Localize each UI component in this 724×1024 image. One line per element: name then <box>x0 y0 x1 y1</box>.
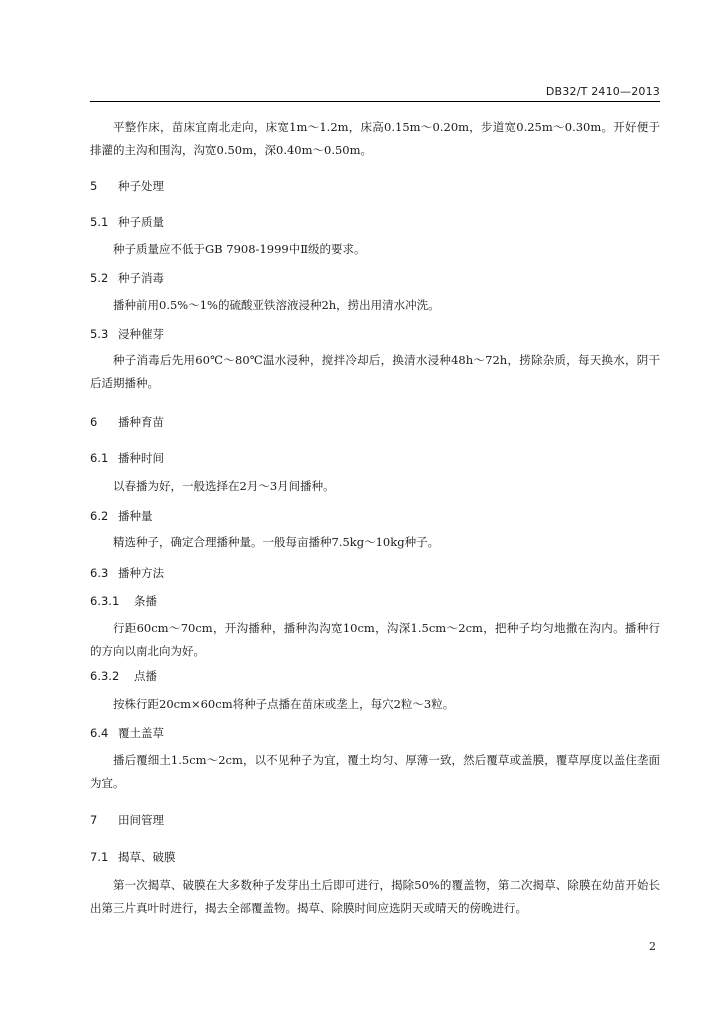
section-number: 6 <box>90 415 98 429</box>
section-title: 种子处理 <box>118 179 164 193</box>
section-5-2-heading <box>90 270 164 286</box>
paragraph-6-2: 精选种子，确定合理播种量。一般每亩播种7.5kg～10kg种子。 <box>113 535 440 549</box>
paragraph-6-4: 播后覆细土1.5cm～2cm，以不见种子为宜，覆土均匀、厚薄一致，然后覆草或盖膜，覆草厚度以盖住垄面为宜。 <box>90 753 660 790</box>
section-title: 条播 <box>134 594 157 608</box>
section-number: 6.4 <box>90 726 109 740</box>
section-number: 5.3 <box>90 327 109 341</box>
paragraph-5-3: 种子消毒后先用60℃～80℃温水浸种，搅拌冷却后，换清水浸种48h～72h，捞除杂质，每天换水，阴干后适期播种。 <box>90 353 660 390</box>
paragraph-bed-preparation: 平整作床，苗床宜南北走向，床宽1m～1.2m，床高0.15m～0.20m，步道宽0.25m～0.30m。开好便于排灌的主沟和围沟，沟宽0.50m，深0.40m～0.50m。 <box>90 120 660 157</box>
section-number: 7 <box>90 813 98 827</box>
section-7-1-heading <box>90 849 176 865</box>
paragraph-5-2: 播种前用0.5%～1%的硫酸亚铁溶液浸种2h，捞出用清水冲洗。 <box>113 298 440 312</box>
document-code: DB32/T 2410—2013 <box>545 85 660 98</box>
section-title: 点播 <box>134 669 157 683</box>
section-5-1-heading <box>90 214 164 230</box>
section-5-heading <box>90 178 164 194</box>
section-number: 6.2 <box>90 509 109 523</box>
section-title: 揭草、破膜 <box>118 850 176 864</box>
section-number: 7.1 <box>90 850 109 864</box>
section-number: 5.1 <box>90 215 109 229</box>
section-6-1-heading <box>90 450 164 466</box>
paragraph-5-1: 种子质量应不低于GB 7908-1999中Ⅱ级的要求。 <box>113 242 366 256</box>
section-title: 播种时间 <box>118 451 164 465</box>
section-7-heading <box>90 812 164 828</box>
section-title: 播种育苗 <box>118 415 164 429</box>
section-title: 田间管理 <box>118 813 164 827</box>
section-title: 种子消毒 <box>118 271 164 285</box>
section-number: 6.3.2 <box>90 669 120 683</box>
section-number: 6.3 <box>90 566 109 580</box>
section-6-heading <box>90 414 164 430</box>
section-title: 浸种催芽 <box>118 327 164 341</box>
section-6-4-heading <box>90 725 164 741</box>
paragraph-7-1: 第一次揭草、破膜在大多数种子发芽出土后即可进行，揭除50%的覆盖物，第二次揭草、除膜在幼苗开始长出第三片真叶时进行，揭去全部覆盖物。揭草、除膜时间应选阴天或晴天的傍晚进行。 <box>90 878 660 915</box>
paragraph-6-1: 以春播为好，一般选择在2月～3月间播种。 <box>113 479 335 493</box>
section-6-3-2-heading <box>90 668 157 684</box>
section-number: 6.1 <box>90 451 109 465</box>
section-title: 播种方法 <box>118 566 164 580</box>
section-6-2-heading <box>90 508 153 524</box>
header-rule <box>90 101 660 102</box>
section-6-3-heading <box>90 565 164 581</box>
section-number: 6.3.1 <box>90 594 120 608</box>
section-title: 种子质量 <box>118 215 164 229</box>
section-5-3-heading <box>90 326 164 342</box>
section-title: 播种量 <box>118 509 153 523</box>
section-number: 5 <box>90 179 98 193</box>
section-title: 覆土盖草 <box>118 726 164 740</box>
page-number: 2 <box>649 940 656 953</box>
paragraph-6-3-2: 按株行距20cm×60cm将种子点播在苗床或垄上，每穴2粒～3粒。 <box>113 697 455 711</box>
section-number: 5.2 <box>90 271 109 285</box>
section-6-3-1-heading <box>90 593 157 609</box>
paragraph-6-3-1: 行距60cm～70cm，开沟播种，播种沟沟宽10cm，沟深1.5cm～2cm，把种子均匀地撒在沟内。播种行的方向以南北向为好。 <box>90 621 660 658</box>
